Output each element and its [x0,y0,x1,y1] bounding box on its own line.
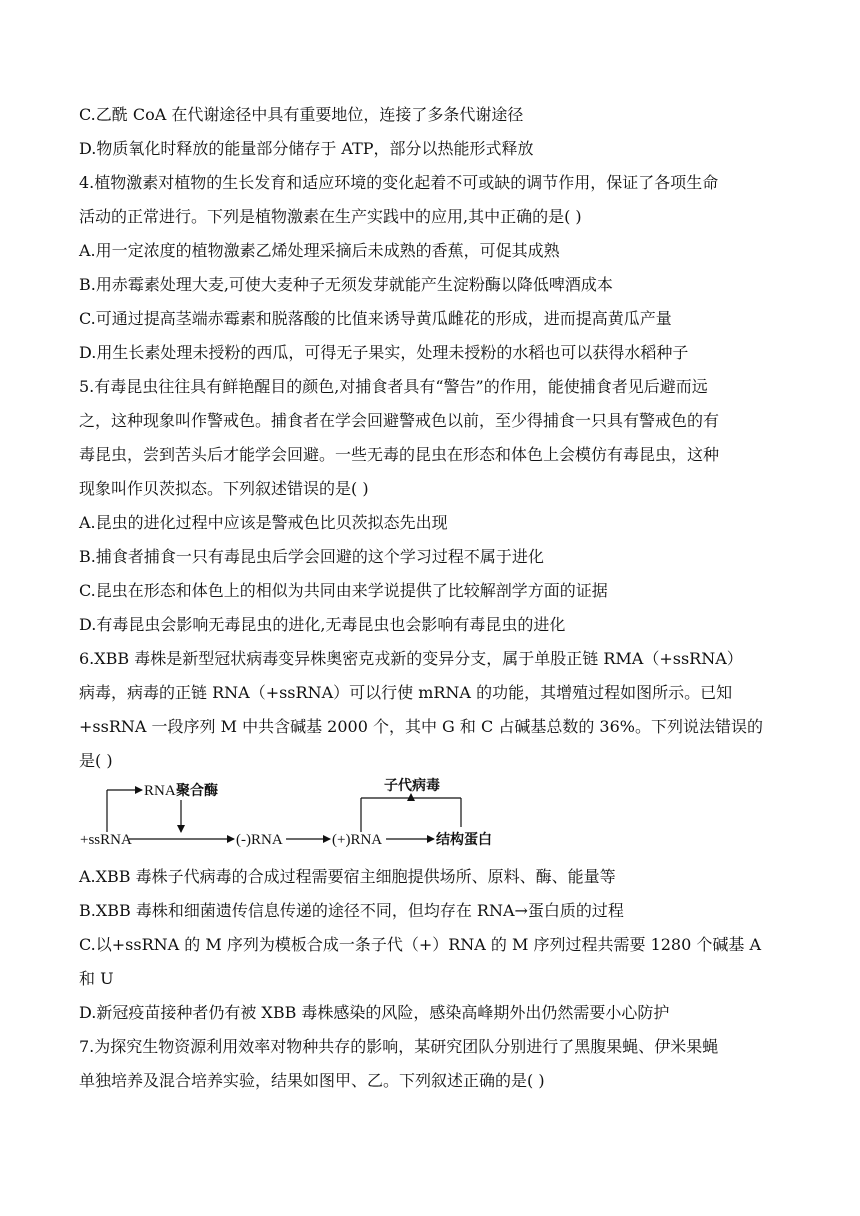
option-6d: D.新冠疫苗接种者仍有被 XBB 毒株感染的风险，感染高峰期外出仍然需要小心防护 [79,1003,670,1022]
question-6-stem-line3: +ssRNA 一段序列 M 中共含碱基 2000 个，其中 G 和 C 占碱基总数的 36%。下列说法错误的 [79,717,763,736]
option-5b: B.捕食者捕食一只有毒昆虫后学会回避的这个学习过程不属于进化 [79,547,544,566]
question-4-stem-line1: 4.植物激素对植物的生长发育和适应环境的变化起着不可或缺的调节作用，保证了各项生命 [79,173,719,192]
option-6b: B.XBB 毒株和细菌遗传信息传递的途径不同，但均存在 RNA→蛋白质的过程 [79,901,624,920]
question-6-stem-line4: 是( ) [79,751,113,770]
question-5-stem-line1: 5.有毒昆虫往往具有鲜艳醒目的颜色,对捕食者具有“警告”的作用，能使捕食者见后避而远 [79,377,708,396]
plus-rna-label: (+)RNA [332,832,383,848]
option-4c: C.可通过提高茎端赤霉素和脱落酸的比值来诱导黄瓜雌花的形成，进而提高黄瓜产量 [79,309,672,328]
minus-rna-label: (-)RNA [236,832,283,848]
polymerase-rna-label: RNA [144,783,176,799]
question-6-stem-line1: 6.XBB 毒株是新型冠状病毒变异株奥密克戎新的变异分支，属于单股正链 RMA（+ssRNA） [79,649,743,668]
option-6c-line1: C.以+ssRNA 的 M 序列为模板合成一条子代（+）RNA 的 M 序列过程共需要 1280 个碱基 A [79,935,762,954]
polymerase-zh-label: 聚合酶 [176,783,218,799]
option-3c: C.乙酰 CoA 在代谢途径中具有重要地位，连接了多条代谢途径 [79,105,524,124]
option-4a: A.用一定浓度的植物激素乙烯处理采摘后未成熟的香蕉，可促其成熟 [79,241,560,260]
option-4d: D.用生长素处理未授粉的西瓜，可得无子果实，处理未授粉的水稻也可以获得水稻种子 [79,343,689,362]
question-5-stem-line2: 之，这种现象叫作警戒色。捕食者在学会回避警戒色以前，至少得捕食一只具有警戒色的有 [79,411,720,430]
structural-protein-label: 结构蛋白 [436,832,492,848]
option-6c-line2: 和 U [79,969,114,988]
question-4-stem-line2: 活动的正常进行。下列是植物激素在生产实践中的应用,其中正确的是( ) [79,207,582,226]
question-5-stem-line4: 现象叫作贝茨拟态。下列叙述错误的是( ) [79,479,369,498]
option-4b: B.用赤霉素处理大麦,可使大麦种子无须发芽就能产生淀粉酶以降低啤酒成本 [79,275,613,294]
option-3d: D.物质氧化时释放的能量部分储存于 ATP，部分以热能形式释放 [79,139,534,158]
ssrna-label: +ssRNA [80,832,132,848]
progeny-label: 子代病毒 [384,778,440,794]
question-7-stem-line2: 单独培养及混合培养实验，结果如图甲、乙。下列叙述正确的是( ) [79,1071,545,1090]
question-6-stem-line2: 病毒，病毒的正链 RNA（+ssRNA）可以行使 mRNA 的功能，其增殖过程如图所示。已知 [79,683,733,702]
option-5c: C.昆虫在形态和体色上的相似为共同由来学说提供了比较解剖学方面的证据 [79,581,608,600]
option-6a: A.XBB 毒株子代病毒的合成过程需要宿主细胞提供场所、原料、酶、能量等 [79,867,616,886]
option-5a: A.昆虫的进化过程中应该是警戒色比贝茨拟态先出现 [79,513,448,532]
question-5-stem-line3: 毒昆虫，尝到苦头后才能学会回避。一些无毒的昆虫在形态和体色上会模仿有毒昆虫，这种 [79,445,720,464]
option-5d: D.有毒昆虫会影响无毒昆虫的进化,无毒昆虫也会影响有毒昆虫的进化 [79,615,566,634]
question-7-stem-line1: 7.为探究生物资源利用效率对物种共存的影响，某研究团队分别进行了黑腹果蝇、伊米果蝇 [79,1037,719,1056]
replication-diagram [76,772,506,848]
